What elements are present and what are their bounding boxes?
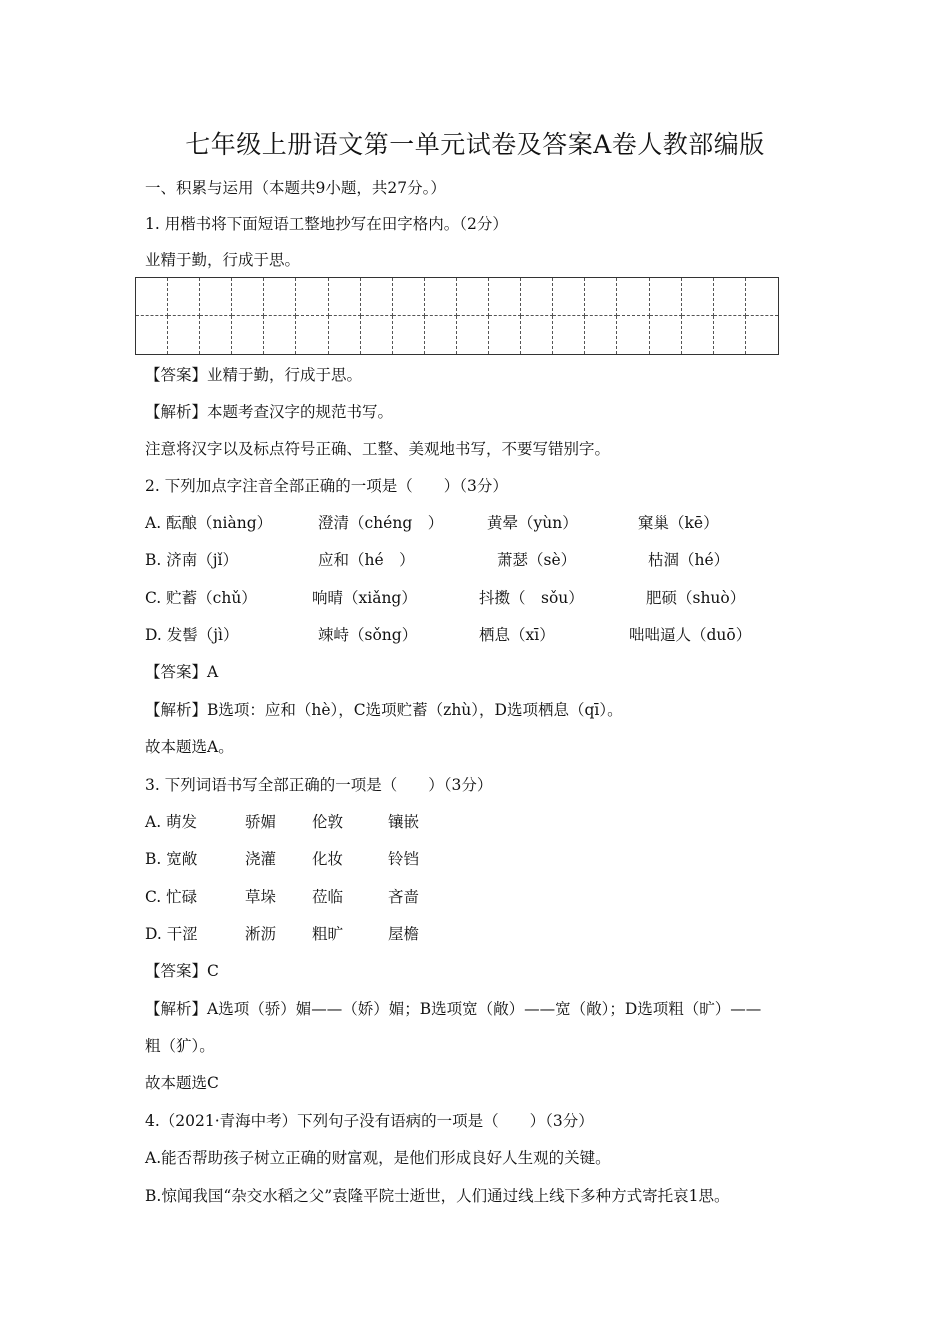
- option-item: 伦敦: [312, 813, 344, 831]
- option-item: 枯涸（hé）: [648, 551, 730, 569]
- grid-cell[interactable]: [232, 316, 264, 354]
- option-item: 淅沥: [245, 925, 277, 943]
- option-item: B. 宽敞: [145, 850, 198, 868]
- option-item: 吝啬: [388, 888, 420, 906]
- question-1-note: 注意将汉字以及标点符号正确、工整、美观地书写，不要写错别字。: [145, 440, 611, 458]
- question-1-phrase: 业精于勤，行成于思。: [145, 251, 301, 269]
- question-1-stem: 1. 用楷书将下面短语工整地抄写在田字格内。（2分）: [145, 215, 508, 233]
- grid-cell[interactable]: [650, 316, 682, 354]
- grid-cell[interactable]: [361, 316, 393, 354]
- option-item: 莅临: [312, 888, 344, 906]
- grid-cell[interactable]: [553, 316, 585, 354]
- option-item: 栖息（xī）: [479, 626, 555, 644]
- question-2-stem: 2. 下列加点字注音全部正确的一项是（ ）（3分）: [145, 477, 508, 495]
- grid-cell[interactable]: [393, 278, 425, 316]
- option-item: 抖擞（ sǒu）: [479, 589, 584, 607]
- option-item: 屋檐: [388, 925, 420, 943]
- question-4-option-b: B.惊闻我国“杂交水稻之父”袁隆平院士逝世，人们通过线上线下多种方式寄托哀1思。: [145, 1187, 730, 1205]
- grid-cell[interactable]: [329, 278, 361, 316]
- grid-cell[interactable]: [521, 278, 553, 316]
- option-item: 黄晕（yùn）: [487, 514, 578, 532]
- grid-cell[interactable]: [521, 316, 553, 354]
- option-item: 草垛: [245, 888, 277, 906]
- option-item: 应和（hé ）: [318, 551, 415, 569]
- option-item: 镶嵌: [388, 813, 420, 831]
- grid-cell[interactable]: [168, 316, 200, 354]
- grid-cell[interactable]: [136, 278, 168, 316]
- option-item: 肥硕（shuò）: [646, 589, 746, 607]
- grid-cell[interactable]: [650, 278, 682, 316]
- option-item: 浇灌: [245, 850, 277, 868]
- option-item: 澄清（chéng ）: [318, 514, 444, 532]
- grid-cell[interactable]: [393, 316, 425, 354]
- grid-cell[interactable]: [232, 278, 264, 316]
- option-item: A. 萌发: [145, 813, 198, 831]
- option-item: 竦峙（sǒng）: [318, 626, 418, 644]
- option-item: D. 发髻（jì）: [145, 626, 239, 644]
- question-1-analysis: 【解析】本题考查汉字的规范书写。: [145, 403, 394, 421]
- question-2-analysis: 【解析】B选项：应和（hè），C选项贮蓄（zhù），D选项栖息（qī）。: [145, 701, 623, 719]
- grid-cell[interactable]: [553, 278, 585, 316]
- option-item: 化妆: [312, 850, 344, 868]
- grid-cell[interactable]: [296, 316, 328, 354]
- option-item: 铃铛: [388, 850, 420, 868]
- option-item: 响晴（xiǎng）: [312, 589, 417, 607]
- option-item: C. 忙碌: [145, 888, 198, 906]
- option-item: B. 济南（jǐ）: [145, 551, 239, 569]
- grid-cell[interactable]: [329, 316, 361, 354]
- tianzige-grid[interactable]: [135, 277, 779, 355]
- grid-cell[interactable]: [425, 316, 457, 354]
- option-item: 粗旷: [312, 925, 344, 943]
- grid-cell[interactable]: [457, 278, 489, 316]
- grid-cell[interactable]: [746, 278, 778, 316]
- option-item: 骄媚: [245, 813, 277, 831]
- grid-cell[interactable]: [682, 316, 714, 354]
- question-2-conclusion: 故本题选A。: [145, 738, 234, 756]
- grid-cell[interactable]: [617, 278, 649, 316]
- grid-cell[interactable]: [714, 278, 746, 316]
- grid-cell[interactable]: [264, 278, 296, 316]
- grid-cell[interactable]: [136, 316, 168, 354]
- grid-cell[interactable]: [682, 278, 714, 316]
- question-4-stem: 4.（2021·青海中考）下列句子没有语病的一项是（ ）（3分）: [145, 1112, 594, 1130]
- grid-cell[interactable]: [361, 278, 393, 316]
- grid-cell[interactable]: [200, 316, 232, 354]
- option-item: D. 干涩: [145, 925, 198, 943]
- option-item: 萧瑟（sè）: [497, 551, 577, 569]
- grid-cell[interactable]: [585, 278, 617, 316]
- grid-cell[interactable]: [296, 278, 328, 316]
- grid-cell[interactable]: [200, 278, 232, 316]
- grid-cell[interactable]: [489, 316, 521, 354]
- question-3-stem: 3. 下列词语书写全部正确的一项是（ ）（3分）: [145, 776, 493, 794]
- grid-cell[interactable]: [264, 316, 296, 354]
- grid-cell[interactable]: [617, 316, 649, 354]
- option-item: 窠巢（kē）: [638, 514, 719, 532]
- grid-cell[interactable]: [457, 316, 489, 354]
- question-2-answer: 【答案】A: [145, 663, 219, 681]
- section-heading: 一、积累与运用（本题共9小题，共27分。）: [145, 179, 446, 197]
- grid-cell[interactable]: [746, 316, 778, 354]
- option-item: C. 贮蓄（chǔ）: [145, 589, 257, 607]
- grid-cell[interactable]: [714, 316, 746, 354]
- question-3-analysis-line2: 粗（犷）。: [145, 1037, 215, 1055]
- question-3-answer: 【答案】C: [145, 962, 219, 980]
- grid-cell[interactable]: [585, 316, 617, 354]
- grid-cell[interactable]: [425, 278, 457, 316]
- grid-cell[interactable]: [489, 278, 521, 316]
- option-item: A. 酝酿（niàng）: [145, 514, 273, 532]
- question-1-answer: 【答案】业精于勤，行成于思。: [145, 366, 363, 384]
- question-4-option-a: A.能否帮助孩子树立正确的财富观，是他们形成良好人生观的关键。: [145, 1149, 611, 1167]
- question-3-conclusion: 故本题选C: [145, 1074, 219, 1092]
- grid-cell[interactable]: [168, 278, 200, 316]
- page-title: 七年级上册语文第一单元试卷及答案A卷人教部编版: [185, 130, 765, 159]
- question-3-analysis-line1: 【解析】A选项（骄）媚——（娇）媚；B选项宽（敞）——宽（敞）；D选项粗（旷）——: [145, 1000, 762, 1018]
- option-item: 咄咄逼人（duō）: [629, 626, 752, 644]
